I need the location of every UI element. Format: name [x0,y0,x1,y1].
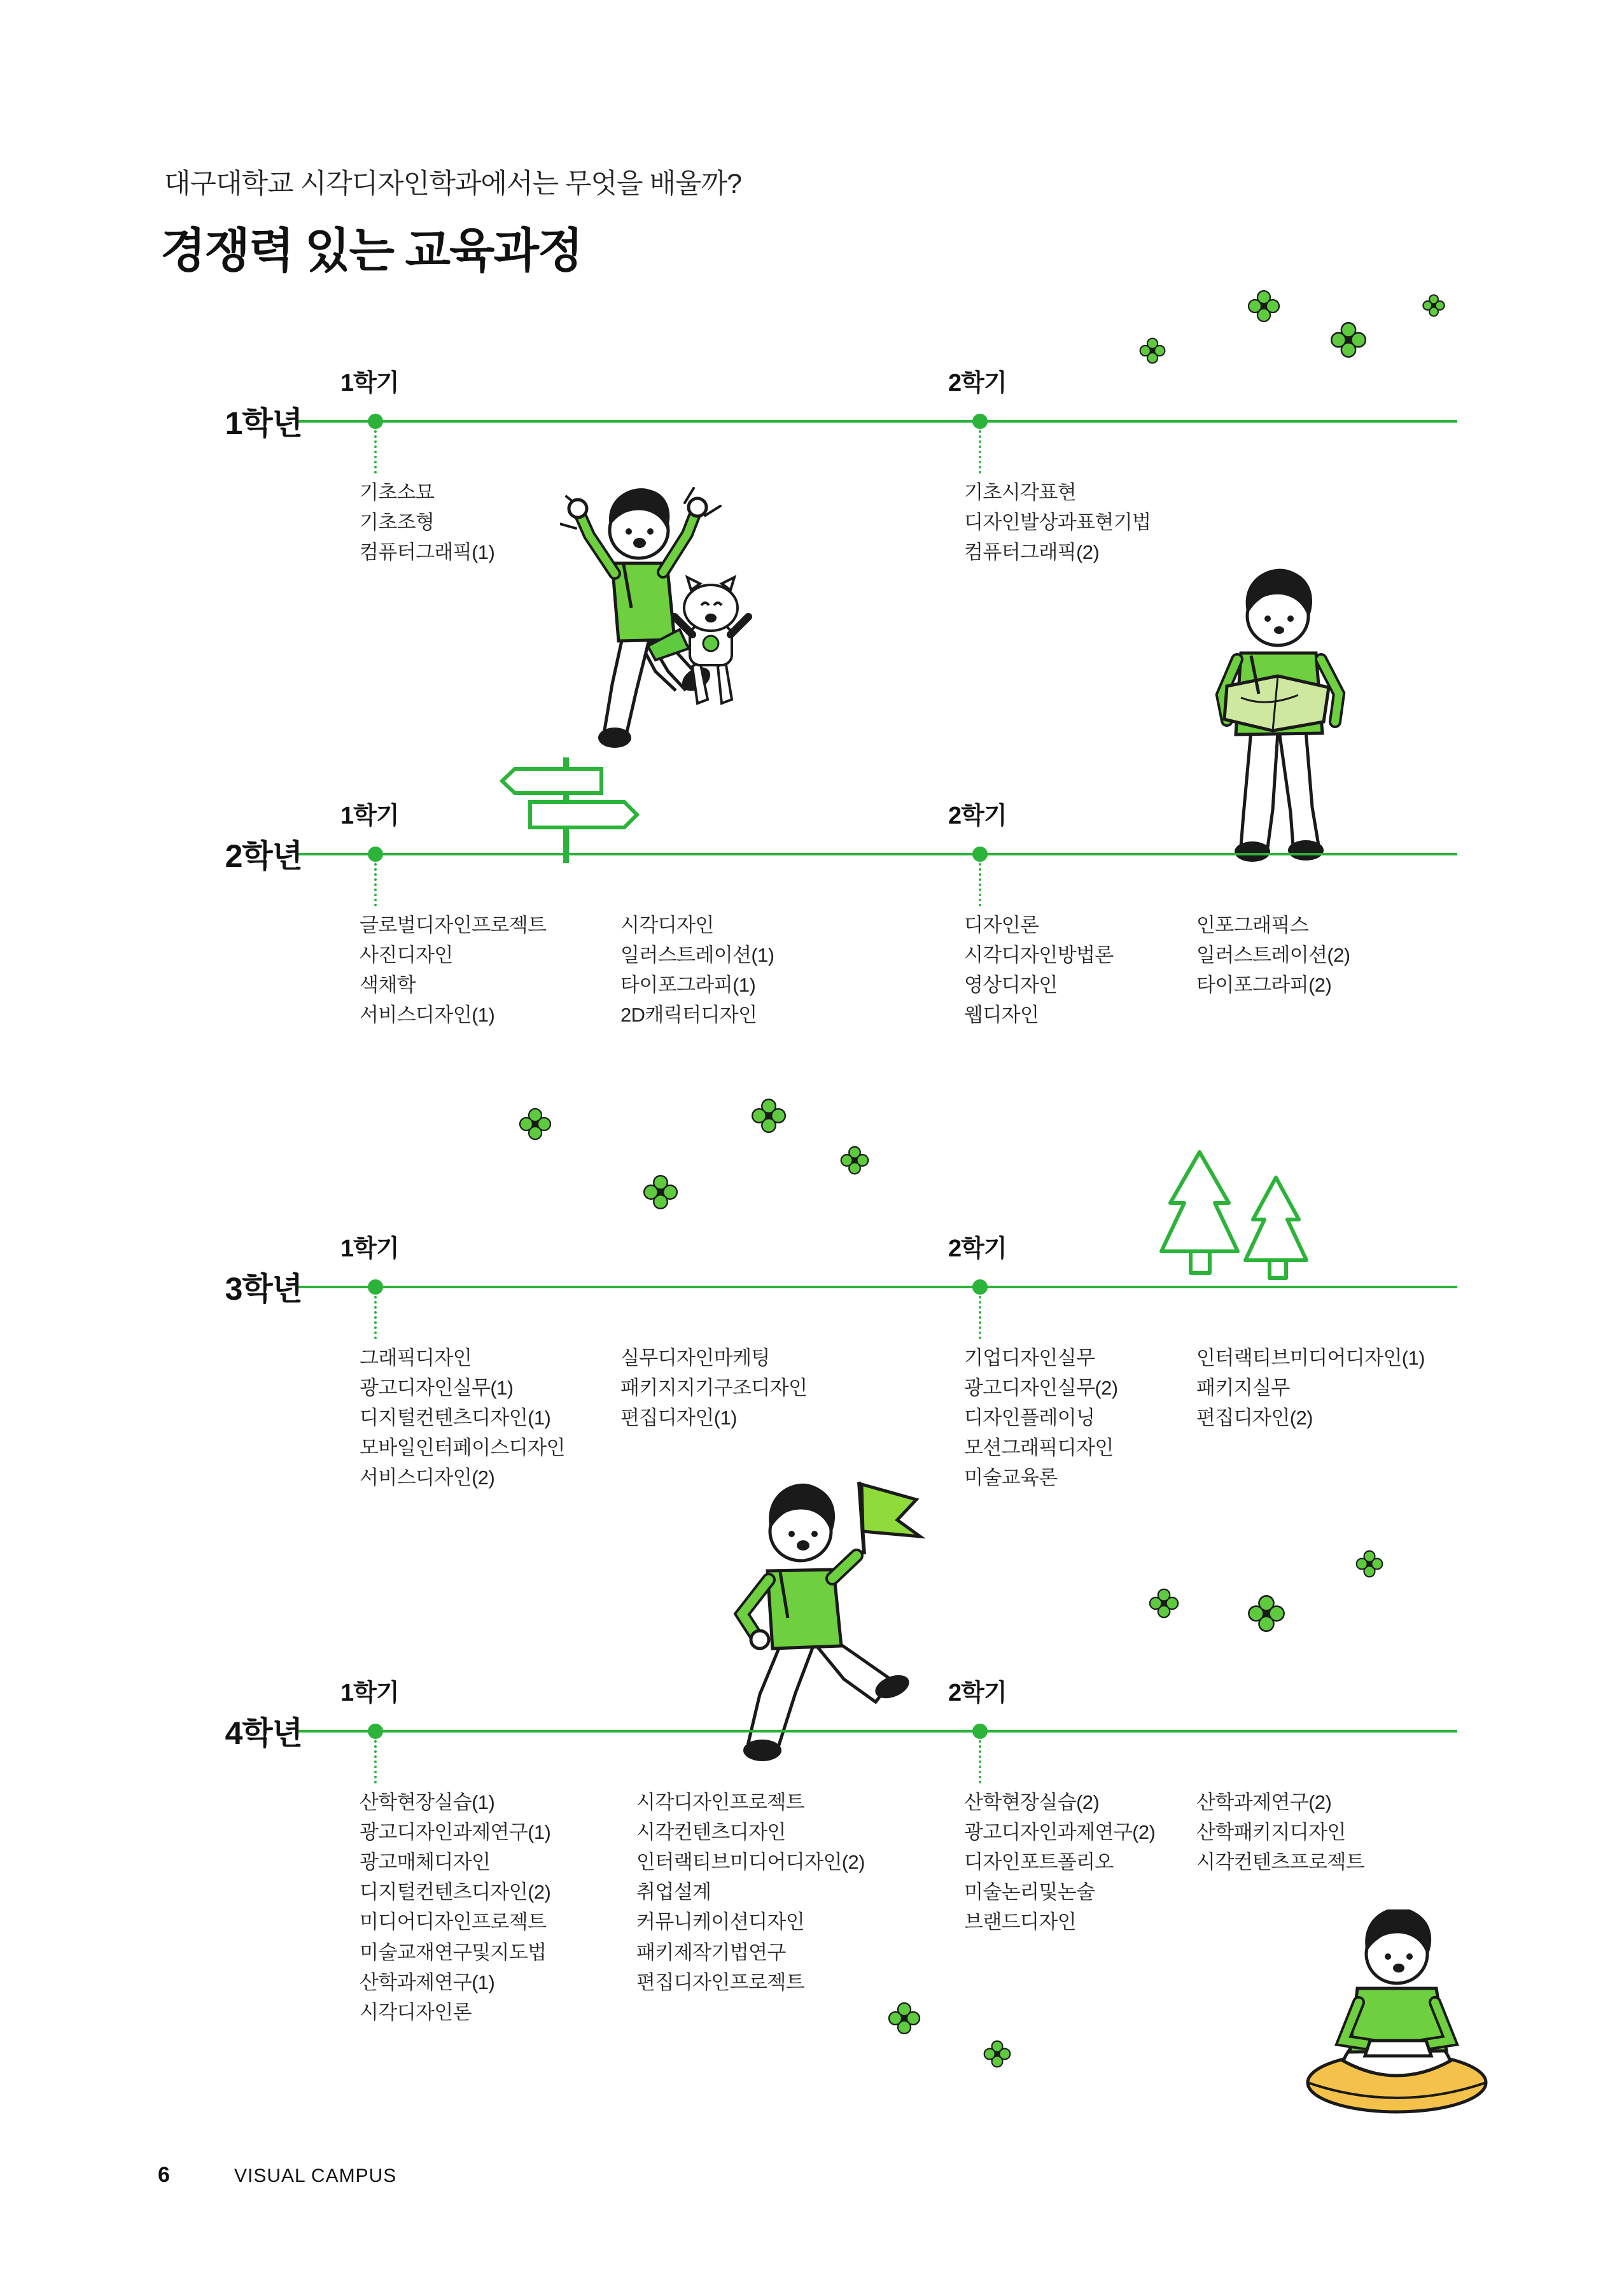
course-list [964,1343,1118,1493]
course-item: 브랜드디자인 [964,1911,1077,1934]
pine-trees-illustration [1155,1146,1320,1292]
course-item: 패키지지기구조디자인 [620,1377,808,1400]
year-label: 4학년 [225,1715,302,1751]
semester-label: 1학기 [340,1235,399,1262]
course-item: 디자인포트폴리오 [964,1851,1114,1874]
course-item: 미술논리및논술 [964,1881,1095,1904]
course-item: 산학과제연구(1) [360,1971,495,1993]
course-item: 실무디자인마케팅 [620,1347,770,1369]
course-item: 기업디자인실무 [964,1347,1095,1369]
course-item: 미술교육론 [964,1466,1058,1489]
flower-icon [1422,294,1445,317]
course-item: 디자인론 [964,914,1039,936]
course-list [964,910,1114,1030]
course-item: 디지털컨텐츠디자인(2) [360,1881,551,1904]
timeline-axis [296,1286,1457,1288]
course-list [360,1343,565,1493]
course-item: 컴퓨터그래픽(2) [964,541,1100,564]
timeline-node [972,1724,988,1739]
flower-icon [983,2040,1011,2068]
timeline-node [368,414,383,429]
course-item: 일러스트레이션(2) [1196,944,1350,967]
course-item: 글로벌디자인프로젝트 [360,914,547,936]
footer-label: VISUAL CAMPUS [234,2165,397,2186]
flower-icon [1355,1550,1383,1578]
year-label: 1학년 [225,405,302,441]
timeline-connector [979,430,981,474]
course-item: 광고디자인과제연구(1) [360,1821,551,1844]
timeline-connector [374,863,377,906]
flower-icon [1247,290,1280,323]
course-item: 미디어디자인프로젝트 [360,1911,547,1934]
course-item: 2D캐릭터디자인 [620,1004,757,1027]
course-item: 인포그래픽스 [1196,914,1309,936]
timeline-connector [979,1740,981,1783]
timeline-connector [979,863,981,906]
timeline-node [972,847,988,862]
timeline-connector [374,1296,377,1339]
timeline-node [972,1279,988,1295]
course-item: 시각디자인프로젝트 [636,1791,805,1813]
course-item: 편집디자인프로젝트 [636,1971,805,1993]
flower-icon [840,1146,869,1175]
timeline-connector [374,1740,377,1783]
student-running-with-flag-illustration [706,1470,935,1763]
course-item: 산학패키지디자인 [1196,1821,1346,1844]
student-holding-map-illustration [1196,560,1381,866]
course-item: 시각디자인론 [360,2000,472,2023]
course-item: 타이포그라피(1) [620,974,756,997]
course-item: 일러스트레이션(1) [620,944,774,967]
year-label: 2학년 [225,838,302,874]
course-list [360,477,494,567]
course-item: 광고디자인실무(2) [964,1377,1118,1400]
course-item: 색채학 [360,974,416,997]
course-list [1196,1343,1425,1433]
course-list [1196,910,1350,1000]
course-item: 패키지실무 [1196,1377,1290,1400]
course-item: 웹디자인 [964,1004,1039,1027]
flower-icon [751,1098,787,1134]
course-item: 산학현장실습(2) [964,1791,1100,1813]
student-jumping-with-mascot-illustration [560,481,815,748]
course-list [360,1787,550,2027]
course-item: 기초소묘 [360,481,435,503]
flower-icon [1139,337,1166,364]
semester-label: 2학기 [948,1680,1007,1706]
timeline-axis [296,1730,1457,1733]
page-kicker: 대구대학교 시각디자인학과에서는 무엇을 배울까? [164,169,742,199]
semester-label: 2학기 [948,370,1007,397]
flower-icon [1149,1588,1179,1619]
semester-label: 1학기 [340,803,399,829]
semester-label: 1학기 [340,1680,399,1706]
course-item: 기초시각표현 [964,481,1077,503]
course-item: 인터랙티브미디어디자인(1) [1196,1347,1425,1369]
course-item: 취업설계 [636,1881,711,1904]
course-item: 패키제작기법연구 [636,1941,786,1964]
timeline-node [368,1724,383,1739]
course-item: 모바일인터페이스디자인 [360,1437,565,1459]
timeline-node [368,847,383,862]
course-item: 시각컨텐츠프로젝트 [1196,1851,1365,1874]
flower-icon [1330,321,1367,358]
course-item: 편집디자인(2) [1196,1407,1313,1430]
course-item: 디지털컨텐츠디자인(1) [360,1407,551,1430]
course-item: 시각디자인방법론 [964,944,1114,967]
course-list [1196,1787,1364,1877]
course-item: 타이포그라피(2) [1196,974,1332,997]
page-title: 경쟁력 있는 교육과정 [160,224,582,277]
course-item: 산학현장실습(1) [360,1791,495,1813]
timeline-connector [979,1296,981,1339]
flower-icon [643,1174,678,1210]
course-item: 사진디자인 [360,944,453,967]
page-number: 6 [158,2163,170,2187]
course-list [360,910,546,1030]
timeline-node [368,1279,383,1295]
course-item: 광고디자인과제연구(2) [964,1821,1156,1844]
signpost-illustration [500,738,640,866]
course-item: 커뮤니케이션디자인 [636,1911,805,1934]
flower-icon [1247,1594,1285,1633]
course-list [620,1343,807,1433]
timeline-axis [296,420,1457,423]
course-item: 디자인발상과표현기법 [964,511,1151,534]
course-item: 광고매체디자인 [360,1851,491,1874]
timeline-connector [374,430,377,474]
flower-icon [888,2002,921,2035]
semester-label: 2학기 [948,1235,1007,1262]
student-sitting-on-cushion-illustration [1295,1909,1499,2120]
course-item: 영상디자인 [964,974,1058,997]
course-item: 서비스디자인(1) [360,1004,495,1027]
course-item: 미술교재연구및지도법 [360,1941,547,1964]
course-item: 편집디자인(1) [620,1407,737,1430]
course-list [964,477,1151,567]
flower-icon [519,1107,552,1141]
course-item: 광고디자인실무(1) [360,1377,514,1400]
course-list [620,910,774,1030]
course-item: 그래픽디자인 [360,1347,472,1369]
semester-label: 1학기 [340,370,399,397]
course-item: 인터랙티브미디어디자인(2) [636,1851,865,1874]
course-item: 모션그래픽디자인 [964,1437,1114,1459]
course-item: 시각컨텐츠디자인 [636,1821,786,1844]
course-list [964,1787,1155,1937]
year-label: 3학년 [225,1271,302,1307]
semester-label: 2학기 [948,803,1007,829]
course-item: 디자인플레이닝 [964,1407,1095,1430]
course-item: 컴퓨터그래픽(1) [360,541,495,564]
timeline-axis [296,853,1457,855]
course-item: 기초조형 [360,511,435,534]
course-item: 산학과제연구(2) [1196,1791,1332,1813]
course-list [636,1787,865,1997]
course-item: 서비스디자인(2) [360,1466,495,1489]
timeline-node [972,414,988,429]
course-item: 시각디자인 [620,914,714,936]
